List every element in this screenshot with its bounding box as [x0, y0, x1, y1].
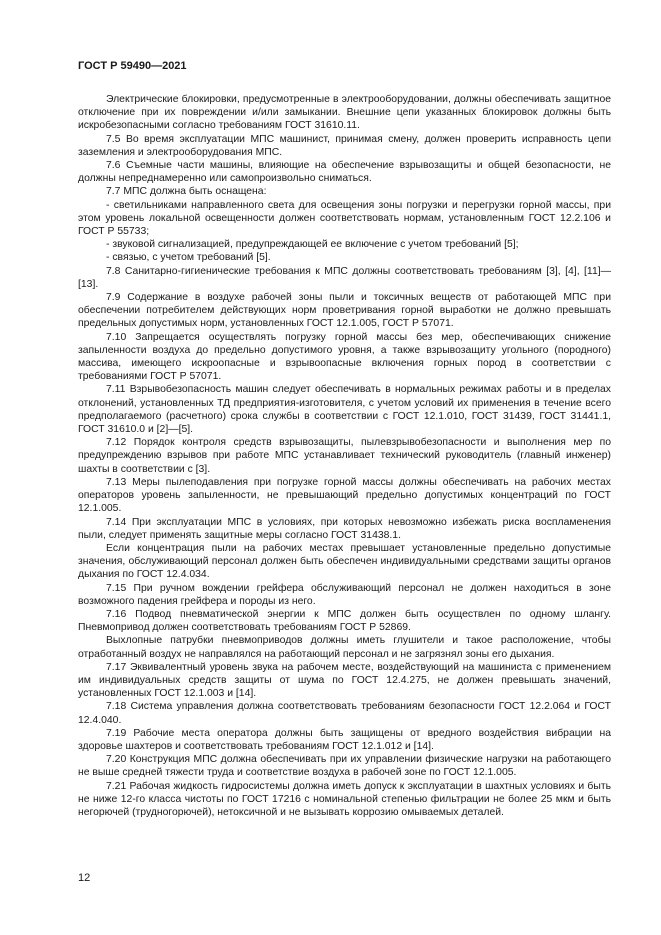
- list-item: - звуковой сигнализацией, предупреждающей ее включение с учетом требований [5];: [106, 239, 519, 251]
- paragraph: 7.17 Эквивалентный уровень звука на рабочем месте, воздействующий на машиниста с применением им индивидуальных средств защиты от шума по ГОСТ 12.4.275, не должен превышать значений, установленных ГОСТ 12.1.003 и [14].: [78, 661, 611, 700]
- paragraph: 7.14 При эксплуатации МПС в условиях, при которых невозможно избежать риска воспламенения пыли, следует применять защитные меры согласно ГОСТ 31438.1.: [78, 516, 611, 541]
- page-number: 12: [78, 872, 91, 884]
- paragraph: 7.6 Съемные части машины, влияющие на обеспечение взрывозащиты и общей безопасности, не должны непреднамеренно или самопроизвольно сниматься.: [78, 160, 611, 185]
- paragraph: 7.12 Порядок контроля средств взрывозащиты, пылевзрывобезопасности и выполнения мер по предупреждению взрывов при работе МПС устанавливает технический руководитель (главный инженер) шахты в соответствии с [3].: [78, 437, 611, 475]
- paragraph: 7.5 Во время эксплуатации МПС машинист, принимая смену, должен проверить исправность цепи заземления и электрооборудования МПС.: [78, 133, 611, 158]
- paragraph: Выхлопные патрубки пневмоприводов должны иметь глушители и такое расположение, чтобы отработанный воздух не направлялся на работающий персонал и не загрязнял зоны его дыхания.: [78, 635, 611, 660]
- paragraph: 7.15 При ручном вождении грейфера обслуживающий персонал не должен находиться в зоне возможного падения грейфера и породы из него.: [78, 582, 611, 607]
- list-item: - светильниками направленного света для освещения зоны погрузки и перегрузки горной массы, при этом уровень локальной освещенности должен соответствовать нормам, установленным ГОСТ 12.2.106 и ГОСТ Р 55733;: [78, 199, 611, 238]
- paragraph: 7.19 Рабочие места оператора должны быть защищены от вредного воздействия вибрации на здоровье шахтеров и соответствовать требованиям ГОСТ 12.1.012 и [14].: [78, 727, 611, 752]
- list-item: - связью, с учетом требований [5].: [106, 252, 271, 264]
- paragraph: 7.9 Содержание в воздухе рабочей зоны пыли и токсичных веществ от работающей МПС при обеспечении потребителем действующих норм проветривания горной выработки не должно превышать предельных допустимых норм, установленных ГОСТ 12.1.005, ГОСТ Р 57071.: [78, 292, 611, 330]
- paragraph: 7.20 Конструкция МПС должна обеспечивать при их управлении физические нагрузки на работающего не выше средней тяжести труда и соответствие воздуха в рабочей зоне по ГОСТ 12.1.005.: [78, 754, 611, 779]
- paragraph: 7.11 Взрывобезопасность машин следует обеспечивать в нормальных режимах работы и в пределах отклонений, установленных ТД предприятия-изготовителя, с учетом условий их применения в течение всего предполагаемого (расчетного) срока службы в соответствии с ГОСТ 12.1.010, ГОСТ 31439, ГОСТ 31441.1, ГОСТ 31610.0 и [2]—[5].: [78, 384, 611, 436]
- document-body: [78, 93, 611, 819]
- standard-header: ГОСТ Р 59490—2021: [78, 60, 187, 72]
- paragraph: 7.16 Подвод пневматической энергии к МПС должен быть осуществлен по одному шлангу. Пневмопривод должен соответствовать требованиям ГОСТ Р 52869.: [78, 608, 611, 634]
- paragraph: 7.7 МПС должна быть оснащена:: [106, 186, 267, 198]
- paragraph: 7.13 Меры пылеподавления при погрузке горной массы должны обеспечивать на рабочих местах операторов уровень запыленности, не превышающий предельно допустимых концентраций по ГОСТ 12.1.005.: [78, 476, 611, 515]
- paragraph: 7.10 Запрещается осуществлять погрузку горной массы без мер, обеспечивающих снижение запыленности воздуха до предельно допустимого уровня, а также взрывозащиту угольного (породного) массива, имеющего искроопасные и взрывоопасные включения горных пород в соответствии с требованиями ГОСТ Р 57071.: [78, 331, 611, 383]
- paragraph: 7.18 Система управления должна соответствовать требованиям безопасности ГОСТ 12.2.064 и ГОСТ 12.4.040.: [78, 701, 611, 726]
- paragraph: 7.8 Санитарно-гигиенические требования к МПС должны соответствовать требованиям [3], [4], [11]—[13].: [78, 265, 611, 290]
- paragraph: 7.21 Рабочая жидкость гидросистемы должна иметь допуск к эксплуатации в шахтных условиях и быть не ниже 12-го класса чистоты по ГОСТ 17216 с номинальной степенью фильтрации не более 25 мкм и быть негорючей (трудногорючей), нетоксичной и не вызывать коррозию омываемых деталей.: [78, 780, 611, 818]
- paragraph: Если концентрация пыли на рабочих местах превышает установленные предельно допустимые значения, обслуживающий персонал должен быть обеспечен индивидуальными средствами защиты органов дыхания по ГОСТ 12.4.034.: [78, 542, 611, 581]
- paragraph: Электрические блокировки, предусмотренные в электрооборудовании, должны обеспечивать защитное отключение при их повреждении и/или замыкании. Внешние цепи указанных блокировок должны быть искробезопасными согласно требованиям ГОСТ 31610.11.: [78, 94, 611, 132]
